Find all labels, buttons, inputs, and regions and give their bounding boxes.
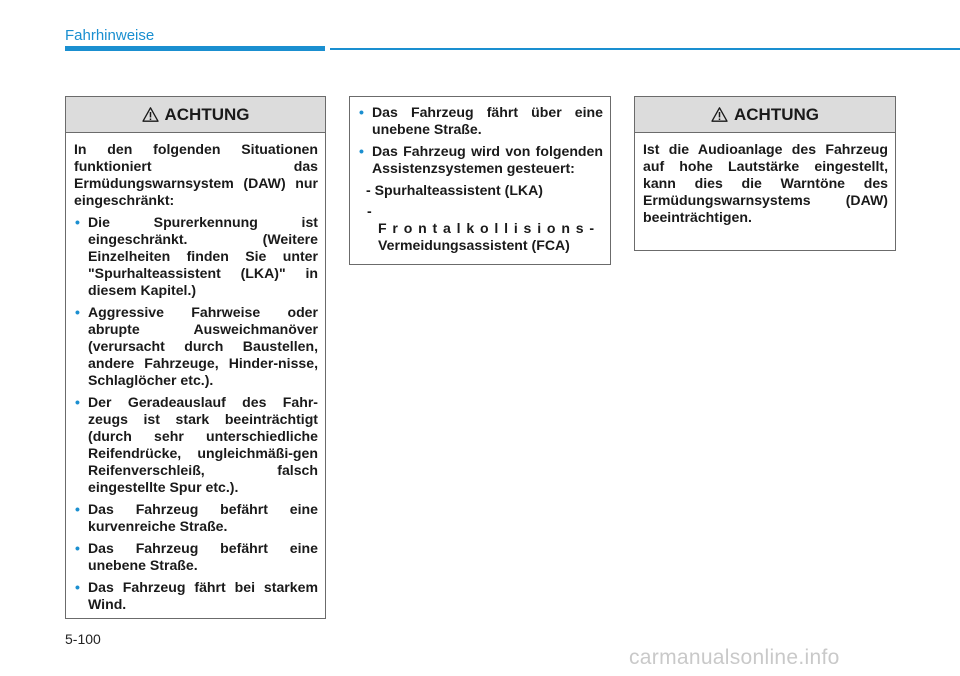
caution-box-audio (634, 96, 896, 251)
bullet-icon: • (75, 579, 80, 595)
caution-text: Ist die Audioanlage des Fahrzeug auf hohe Lautstärke eingestellt, kann dies die Warntöne des Ermüdungswarnsystems (DAW) beeinträchtigen. (643, 141, 888, 225)
page-number: 5-100 (65, 631, 101, 647)
caution-heading-label: ACHTUNG (164, 104, 250, 124)
list-item: • Der Geradeauslauf des Fahr-zeugs ist stark beeinträchtigt (durch sehr unterschiedliche Reifendrücke, ungleichmäßi-gen Reifenverschleiß, falsch eingestellte Spur etc.). (75, 394, 318, 495)
sub-item-lka: - Spurhalteassistent (LKA) (366, 182, 543, 198)
caution-heading-label: ACHTUNG (734, 104, 819, 124)
warning-triangle-icon (142, 107, 159, 122)
caution-heading (635, 97, 895, 133)
bullet-icon: • (75, 304, 80, 320)
header-rule-thin (330, 48, 960, 50)
header-rule-thick (65, 46, 325, 51)
list-item: • Das Fahrzeug wird von folgenden Assistenzsystemen gesteuert: (359, 143, 603, 176)
list-item: • Das Fahrzeug befährt eine unebene Straße. (75, 540, 318, 573)
bullet-icon: • (75, 501, 80, 517)
continuation-box (349, 96, 611, 265)
caution-heading (66, 97, 325, 133)
watermark: carmanualsonline.info (629, 646, 840, 669)
bullet-icon: • (75, 394, 80, 410)
bullet-icon: • (359, 104, 364, 120)
sub-item-fca: - Frontalkollisions- Vermeidungsassistent (FCA) (367, 203, 600, 253)
bullet-list (358, 104, 603, 177)
section-title: Fahrhinweise (65, 27, 155, 44)
list-item: • Das Fahrzeug fährt bei starkem Wind. (75, 579, 318, 612)
list-item: • Die Spurerkennung ist eingeschränkt. (Weitere Einzelheiten finden Sie unter "Spurhalteassistent (LKA)" in diesem Kapitel.) (75, 214, 318, 298)
caution-box-daw-limits (65, 96, 326, 619)
bullet-icon: • (75, 540, 80, 556)
warning-triangle-icon (711, 107, 728, 122)
list-item: • Das Fahrzeug fährt über eine unebene Straße. (359, 104, 603, 137)
list-item: • Das Fahrzeug befährt eine kurvenreiche Straße. (75, 501, 318, 534)
bullet-icon: • (75, 214, 80, 230)
caution-intro: In den folgenden Situationen funktioniert das Ermüdungswarnsystem (DAW) nur eingeschränkt: (74, 141, 318, 208)
bullet-list (74, 214, 318, 613)
bullet-icon: • (359, 143, 364, 159)
list-item: • Aggressive Fahrweise oder abrupte Ausweichmanöver (verursacht durch Baustellen, andere Fahrzeuge, Hinder-nisse, Schlaglöcher etc.). (75, 304, 318, 388)
